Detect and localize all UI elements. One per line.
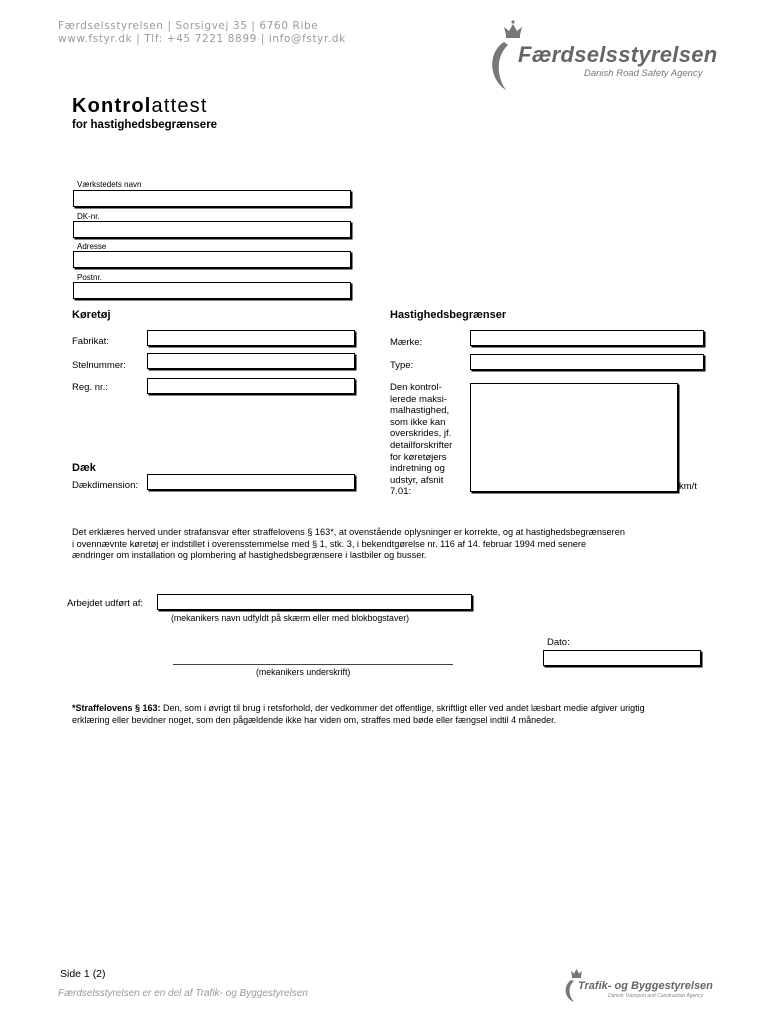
logo-name: Færdselsstyrelsen [518,42,718,67]
page-subtitle: for hastighedsbegrænsere [72,119,218,131]
reg-label: Reg. nr.: [72,382,108,393]
page-title: Kontrolattest [72,95,208,117]
postal-label: Postnr. [77,273,102,282]
speed-unit: km/t [679,481,697,492]
logo-tagline: Danish Road Safety Agency [584,68,703,79]
faerdselsstyrelsen-logo [486,18,716,108]
address-input[interactable] [73,251,351,268]
max-speed-label: Den kontrol- lerede maksi- malhastighed, som ikke kan overskrides, jf. detailforskrifter for køretøjers indretning og udstyr, afsnit 7.01: [390,382,453,498]
limiter-heading: Hastighedsbegrænser [390,309,507,321]
vehicle-heading: Køretøj [72,309,111,321]
type-input[interactable] [470,354,704,370]
make-input[interactable] [147,330,355,346]
footer-logo-tagline: Danish Transport and Construction Agency [608,993,704,999]
date-input[interactable] [543,650,701,666]
tyre-dimension-input[interactable] [147,474,355,490]
performed-by-label: Arbejdet udført af: [67,598,144,609]
footer-logo-name: Trafik- og Byggestyrelsen [578,980,713,992]
performed-by-input[interactable] [157,594,472,610]
signature-line[interactable] [173,664,453,665]
make-label: Fabrikat: [72,336,109,347]
agency-note: Færdselsstyrelsen er en del af Trafik- og Byggestyrelsen [58,988,308,999]
brand-label: Mærke: [390,337,423,348]
header-address: Færdselsstyrelsen | Sorsigvej 35 | 6760 Ribe [58,20,319,32]
max-speed-input[interactable] [470,383,678,492]
dk-number-label: DK-nr. [77,212,100,221]
tyre-heading: Dæk [72,462,96,474]
type-label: Type: [390,360,414,371]
postal-input[interactable] [73,282,351,299]
footnote-text: *Straffelovens § 163: Den, som i øvrigt til brug i retsforhold, der vedkommer det offentlige, skriftligt eller ved andet læsbart medie afgiver urigtig erklæring eller bevidner noget, som den pågældende ikke har viden om, straffes med bøde eller fængsel indtil 4 måneder. [72,703,645,725]
chassis-input[interactable] [147,353,355,369]
dk-number-input[interactable] [73,221,351,238]
chassis-label: Stelnummer: [72,360,126,371]
header-contact: www.fstyr.dk | Tlf: +45 7221 8899 | info@fstyr.dk [58,33,346,45]
workshop-name-input[interactable] [73,190,351,207]
page-number: Side 1 (2) [60,968,106,980]
tyre-dimension-label: Dækdimension: [72,480,138,491]
performed-by-hint: (mekanikers navn udfyldt på skærm eller med blokbogstaver) [171,613,410,623]
reg-input[interactable] [147,378,355,394]
date-label: Dato: [547,637,570,648]
workshop-name-label: Værkstedets navn [77,180,142,189]
trafik-byggestyrelsen-logo [562,966,732,1006]
declaration-text: Det erklæres herved under strafansvar efter straffelovens § 163*, at ovenstående oplysninger er korrekte, og at hastighedsbegrænseren i ovennævnte køretøj er indstillet i overensstemmelse med § 1, stk. 3, i bekendtgørelse nr. 116 af 14. februar 1994 med senere ændringer om installation og plombering af hastighedsbegrænsere i lastbiler og busser. [72,527,625,560]
address-label: Adresse [77,242,107,251]
signature-hint: (mekanikers underskrift) [256,667,351,677]
brand-input[interactable] [470,330,704,346]
